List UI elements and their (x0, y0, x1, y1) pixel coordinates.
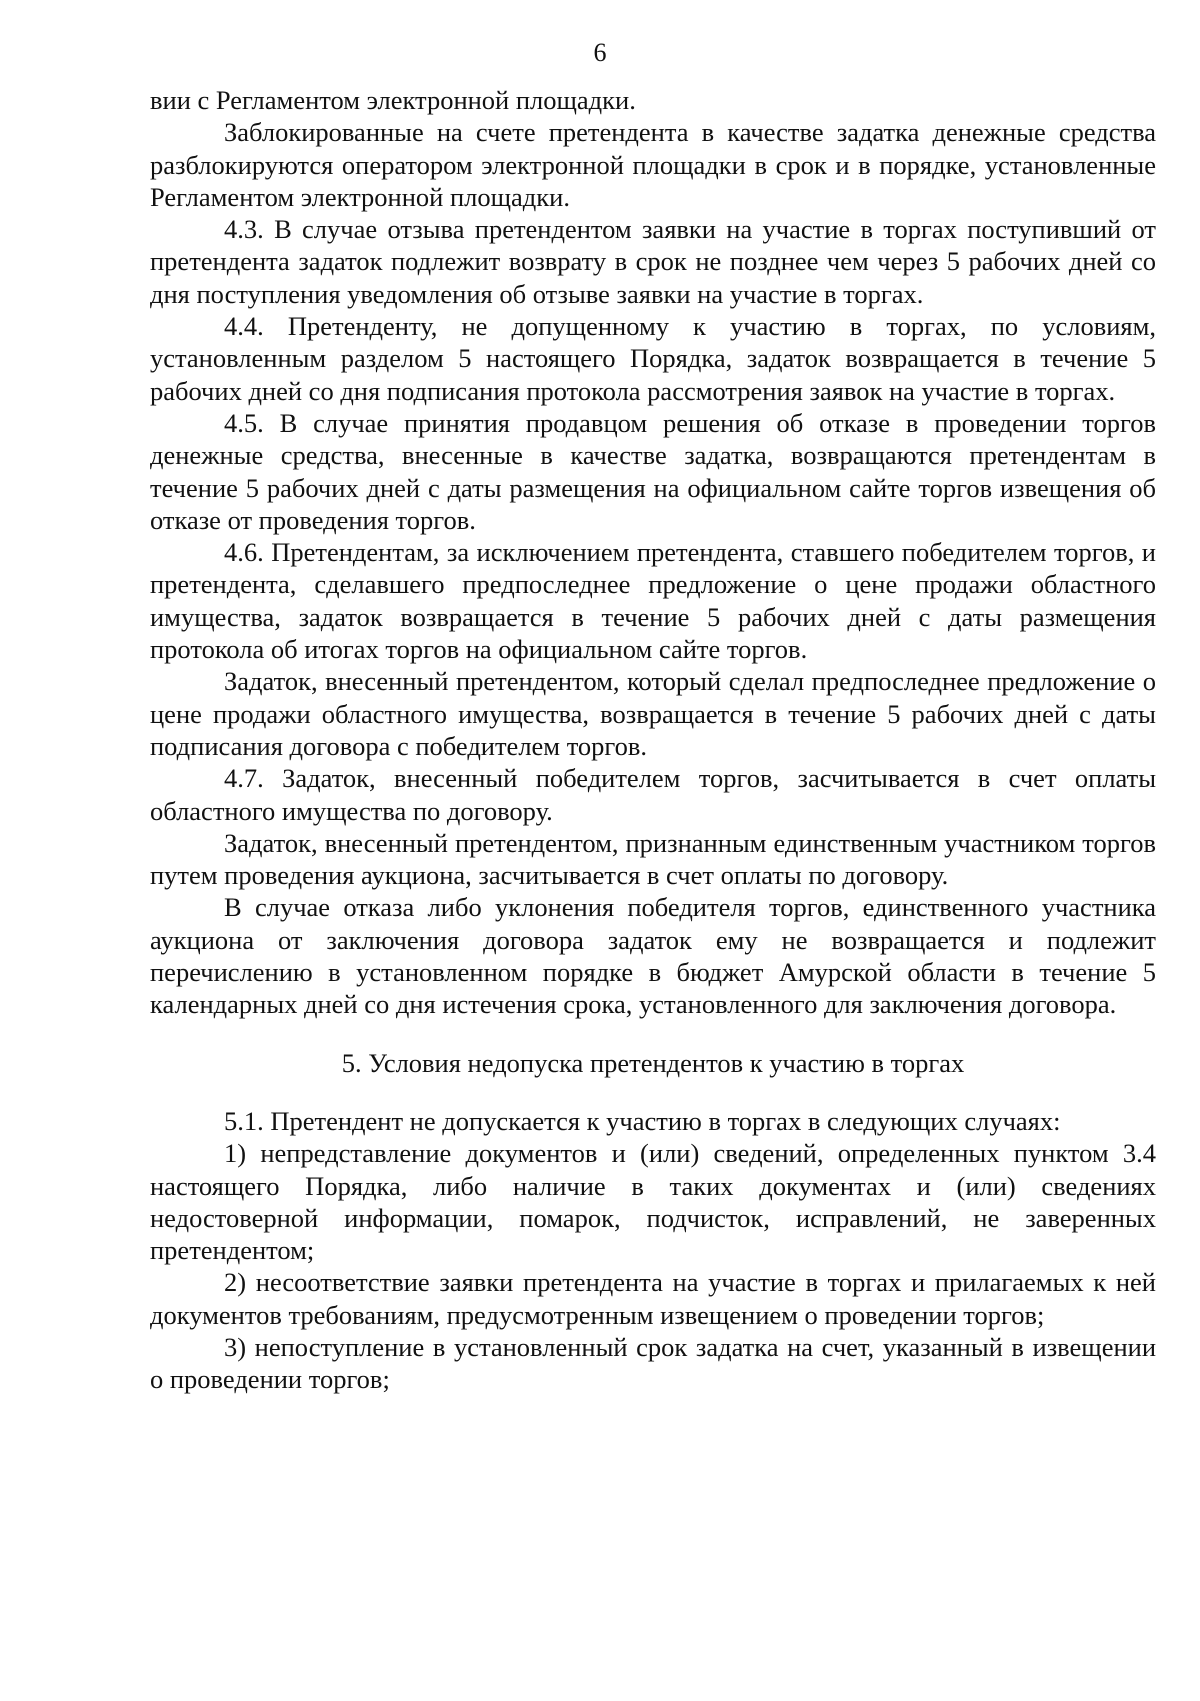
paragraph: Задаток, внесенный претендентом, признанным единственным участником торгов путем проведения аукциона, засчитывается в счет оплаты по договору. (150, 827, 1156, 891)
list-item: 3) непоступление в установленный срок задатка на счет, указанный в извещении о проведении торгов; (150, 1331, 1156, 1395)
list-item: 1) непредставление документов и (или) сведений, определенных пунктом 3.4 настоящего Порядка, либо наличие в таких документах и (или) сведениях недостоверной информации, помарок, подчисток, исправлений, не заверенных претендентом; (150, 1138, 1156, 1266)
paragraph-5-1: 5.1. Претендент не допускается к участию в торгах в следующих случаях: (224, 1105, 1061, 1136)
list-item: 2) несоответствие заявки претендента на участие в торгах и прилагаемых к ней документов требованиям, предусмотренным извещением о проведении торгов; (150, 1267, 1156, 1330)
paragraph: вии с Регламентом электронной площадки. (150, 85, 636, 115)
paragraph-4-7: 4.7. Задаток, внесенный победителем торгов, засчитывается в счет оплаты областного имущества по договору. (150, 763, 1156, 826)
paragraph-4-4: 4.4. Претенденту, не допущенному к участию в торгах, по условиям, установленным разделом 5 настоящего Порядка, задаток возвращается в течение 5 рабочих дней со дня подписания протокола рассмотрения заявок на участие в торгах. (150, 311, 1156, 406)
document-body (150, 84, 1156, 1396)
paragraph-4-3: 4.3. В случае отзыва претендентом заявки на участие в торгах поступивший от претендента задаток подлежит возврату в срок не позднее чем через 5 рабочих дней со дня поступления уведомления об отзыве заявки на участие в торгах. (150, 214, 1156, 309)
paragraph-4-5: 4.5. В случае принятия продавцом решения об отказе в проведении торгов денежные средства, внесенные в качестве задатка, возвращаются претендентам в течение 5 рабочих дней с даты размещения на официальном сайте торгов извещения об отказе от проведения торгов. (150, 407, 1156, 535)
paragraph: Заблокированные на счете претендента в качестве задатка денежные средства разблокируются оператором электронной площадки в срок и в порядке, установленные Регламентом электронной площадки. (150, 117, 1156, 212)
paragraph: Задаток, внесенный претендентом, который сделал предпоследнее предложение о цене продажи областного имущества, возвращается в течение 5 рабочих дней с даты подписания договора с победителем торгов. (150, 666, 1156, 761)
paragraph-4-6: 4.6. Претендентам, за исключением претендента, ставшего победителем торгов, и претендента, сделавшего предпоследнее предложение о цене продажи областного имущества, задаток возвращается в течение 5 рабочих дней с даты размещения протокола об итогах торгов на официальном сайте торгов. (150, 537, 1156, 665)
section-heading: 5. Условия недопуска претендентов к участию в торгах (341, 1047, 965, 1078)
page-number: 6 (593, 38, 607, 67)
paragraph: В случае отказа либо уклонения победителя торгов, единственного участника аукциона от заключения договора задаток ему не возвращается и подлежит перечислению в установленном порядке в бюджет Амурской области в течение 5 календарных дней со дня истечения срока, установленного для заключения договора. (150, 892, 1156, 1020)
